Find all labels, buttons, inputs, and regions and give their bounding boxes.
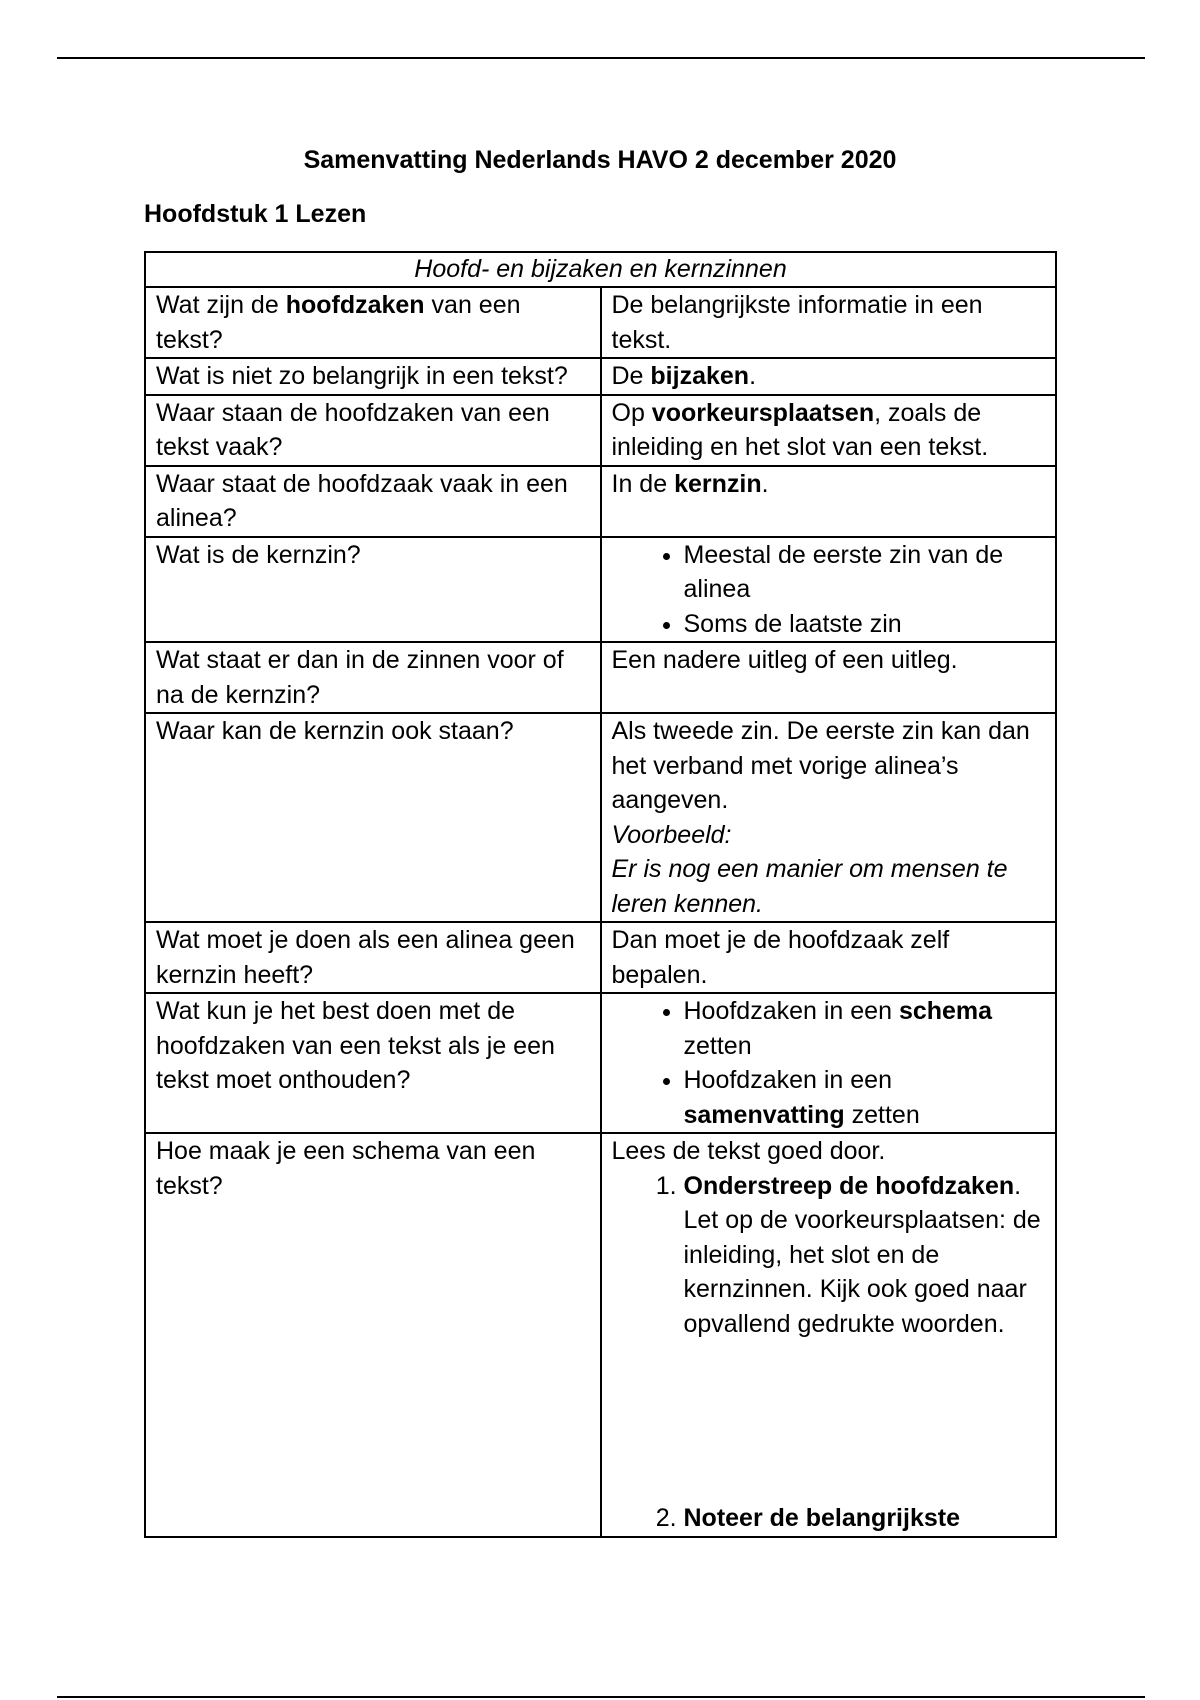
question-cell: Wat staat er dan in de zinnen voor of na de kernzin?	[145, 642, 601, 713]
chapter-heading: Hoofdstuk 1 Lezen	[144, 200, 367, 228]
answer-cell: De belangrijkste informatie in een tekst.	[601, 287, 1057, 358]
table-row	[145, 287, 1056, 358]
question-cell: Wat is de kernzin?	[145, 537, 601, 643]
table-caption-row	[145, 252, 1056, 287]
table-row	[145, 395, 1056, 466]
example-text: Er is nog een manier om mensen te leren kennen.	[611, 855, 1008, 918]
table-row	[145, 358, 1056, 395]
footer-rule	[57, 1696, 1145, 1698]
answer-cell	[601, 993, 1057, 1133]
table-row	[145, 466, 1056, 537]
list-item: 1. Onderstreep de hoofdzaken. Let op de voorkeursplaatsen: de inleiding, het slot en de kernzinnen. Kijk ook goed naar opvallend gedrukte woorden.	[684, 1169, 1046, 1502]
answer-cell: In de kernzin.	[601, 466, 1057, 537]
table-caption: Hoofd- en bijzaken en kernzinnen	[145, 252, 1056, 287]
question-cell: Hoe maak je een schema van een tekst?	[145, 1133, 601, 1537]
table-row	[145, 1133, 1056, 1537]
header-rule	[57, 57, 1145, 59]
list-item: • Soms de laatste zin	[684, 607, 1046, 642]
question-cell: Wat kun je het best doen met de hoofdzaken van een tekst als je een tekst moet onthouden?	[145, 993, 601, 1133]
list-item: 2. Noteer de belangrijkste	[684, 1501, 1046, 1536]
answer-text: Als tweede zin. De eerste zin kan dan het verband met vorige alinea’s aangeven.	[611, 717, 1030, 814]
answer-cell: Dan moet je de hoofdzaak zelf bepalen.	[601, 922, 1057, 993]
bullet-list	[612, 538, 1046, 642]
question-cell: Waar staan de hoofdzaken van een tekst vaak?	[145, 395, 601, 466]
answer-cell: Op voorkeursplaatsen, zoals de inleiding en het slot van een tekst.	[601, 395, 1057, 466]
question-cell: Wat moet je doen als een alinea geen kernzin heeft?	[145, 922, 601, 993]
answer-cell: Een nadere uitleg of een uitleg.	[601, 642, 1057, 713]
answer-cell: De bijzaken.	[601, 358, 1057, 395]
table-row	[145, 922, 1056, 993]
example-label: Voorbeeld:	[611, 820, 732, 849]
answer-cell	[601, 537, 1057, 643]
table-row	[145, 537, 1056, 643]
table-row	[145, 642, 1056, 713]
question-cell: Wat zijn de hoofdzaken van een tekst?	[145, 287, 601, 358]
bullet-list	[612, 994, 1046, 1132]
answer-cell	[601, 1133, 1057, 1537]
question-cell: Waar kan de kernzin ook staan?	[145, 713, 601, 922]
list-item: • Hoofdzaken in een samenvatting zetten	[684, 1063, 1046, 1132]
answer-intro: Lees de tekst goed door.	[611, 1137, 886, 1165]
document-title: Samenvatting Nederlands HAVO 2 december 2020	[303, 146, 897, 174]
list-item: • Meestal de eerste zin van de alinea	[684, 538, 1046, 607]
table-row	[145, 993, 1056, 1133]
numbered-list	[612, 1169, 1046, 1536]
question-cell: Waar staat de hoofdzaak vaak in een alinea?	[145, 466, 601, 537]
question-cell: Wat is niet zo belangrijk in een tekst?	[145, 358, 601, 395]
qa-table	[144, 251, 1057, 1538]
table-row	[145, 713, 1056, 922]
list-item: • Hoofdzaken in een schema zetten	[684, 994, 1046, 1063]
answer-cell	[601, 713, 1057, 922]
